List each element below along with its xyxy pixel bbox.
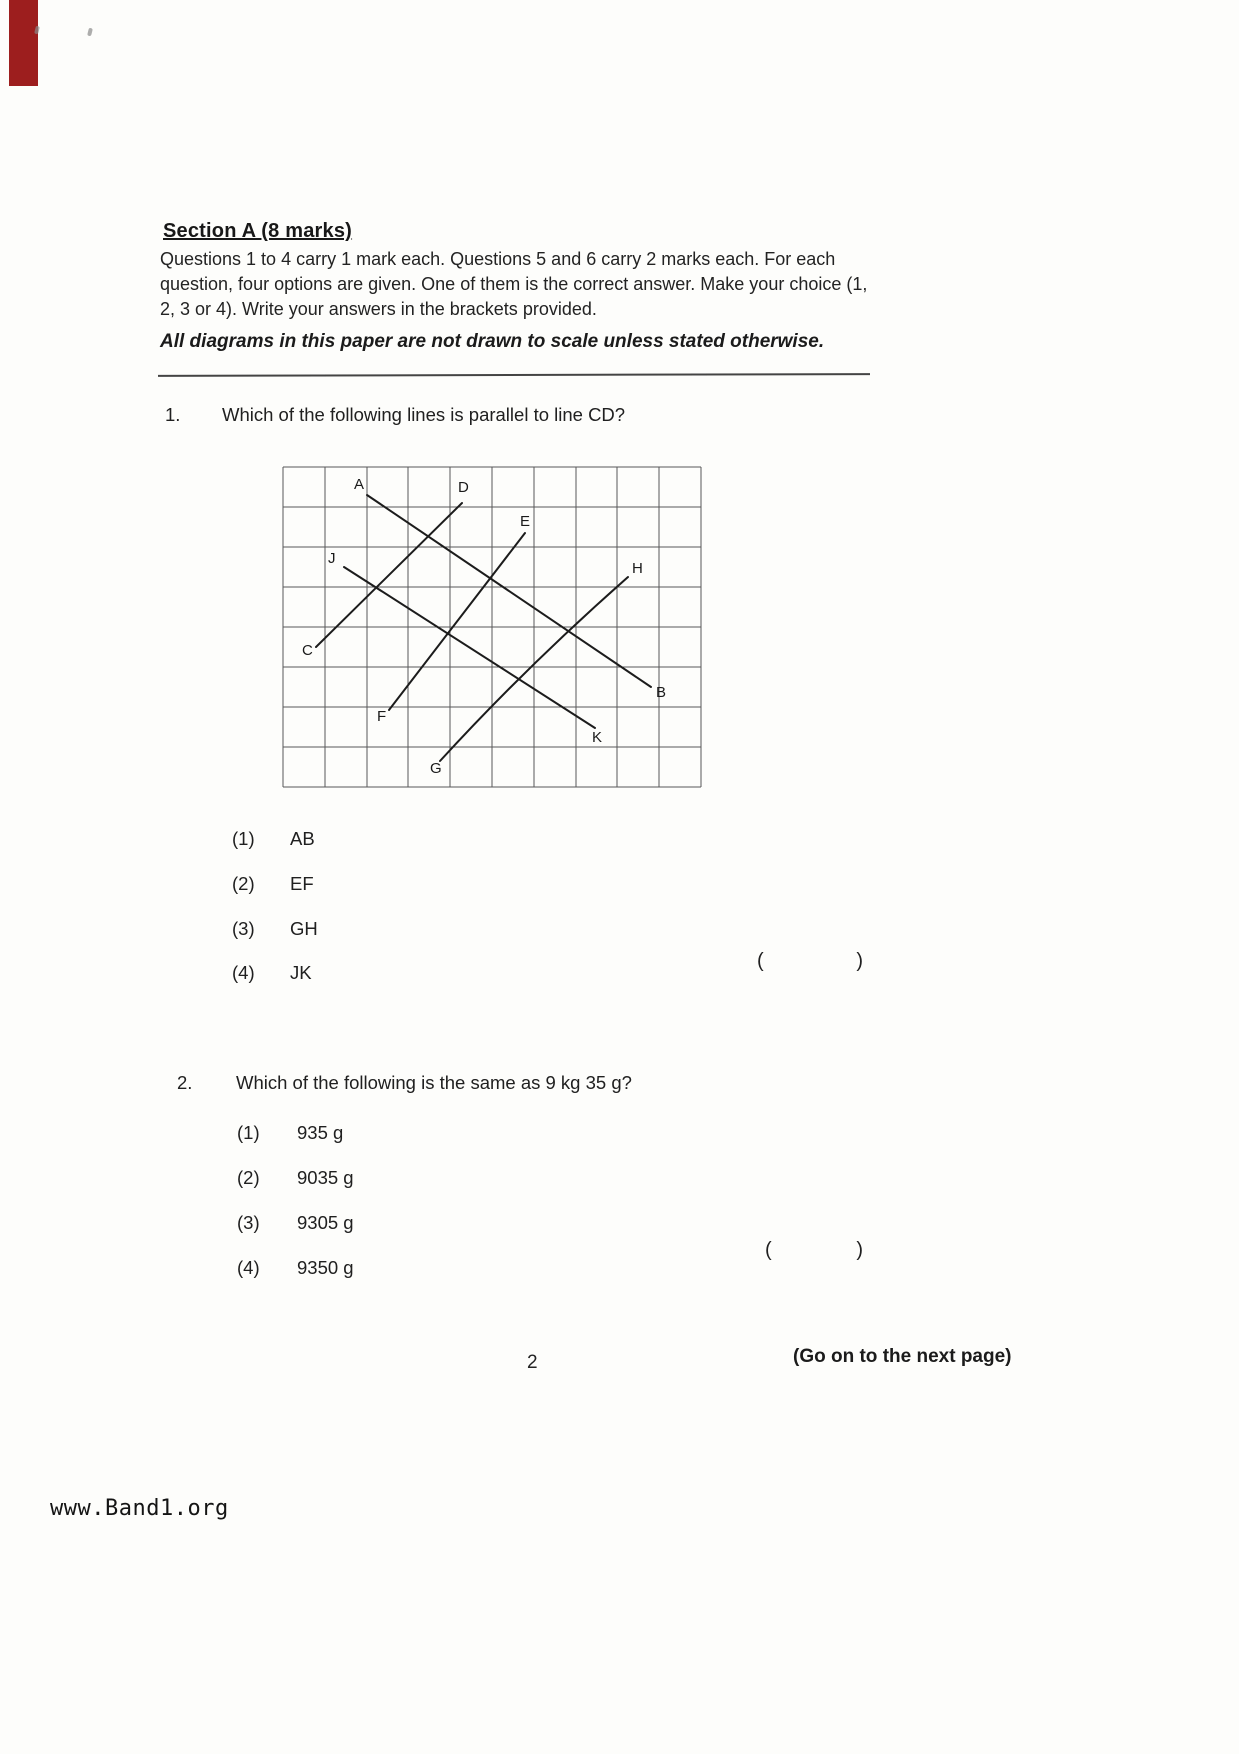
- question-2-header: [177, 1072, 632, 1094]
- option-text: JK: [290, 962, 312, 983]
- section-divider: [158, 373, 870, 377]
- diagram-svg: [282, 465, 704, 791]
- label-E: E: [520, 513, 531, 530]
- scan-speck: [34, 26, 40, 35]
- label-F: F: [377, 708, 387, 725]
- continuation-note: (Go on to the next page): [793, 1346, 1012, 1367]
- label-J: J: [328, 550, 336, 567]
- option-row: [237, 1167, 354, 1189]
- answer-bracket: [757, 950, 863, 973]
- option-label: (2): [232, 873, 255, 894]
- option-row: [232, 873, 314, 895]
- option-row: [237, 1212, 354, 1234]
- bracket-open: (: [757, 950, 764, 972]
- answer-bracket: [765, 1239, 863, 1262]
- option-text: 9035 g: [297, 1167, 354, 1188]
- section-instructions: Questions 1 to 4 carry 1 mark each. Questions 5 and 6 carry 2 marks each. For each question, four options are given. One of them is the correct answer. Make your choice (1, 2, 3 or 4). Write your answers in the brackets provided.: [160, 249, 868, 319]
- option-text: 9305 g: [297, 1212, 354, 1233]
- question-number: 1.: [165, 404, 181, 425]
- question-number: 2.: [177, 1072, 193, 1093]
- line-EF: [389, 533, 525, 710]
- question-text: Which of the following is the same as 9 kg 35 g?: [236, 1072, 632, 1093]
- label-A: A: [354, 476, 365, 493]
- option-row: [237, 1122, 343, 1144]
- option-text: EF: [290, 873, 314, 894]
- scan-artifact-red-mark: [9, 0, 38, 86]
- option-row: [232, 962, 312, 984]
- watermark: www.Band1.org: [50, 1496, 229, 1521]
- grid-diagram: [282, 465, 704, 791]
- option-label: (4): [237, 1257, 260, 1278]
- option-label: (4): [232, 962, 255, 983]
- section-title: Section A (8 marks): [163, 220, 353, 242]
- question-1-header: [165, 404, 625, 426]
- label-G: G: [430, 760, 442, 777]
- line-AB: [367, 495, 651, 687]
- label-H: H: [632, 560, 643, 577]
- line-CD: [316, 503, 462, 647]
- option-row: [237, 1257, 354, 1279]
- page-number: 2: [527, 1352, 538, 1373]
- scale-note: All diagrams in this paper are not drawn to scale unless stated otherwise.: [160, 331, 825, 352]
- label-D: D: [458, 479, 469, 496]
- label-B: B: [656, 684, 667, 701]
- diagram-grid: [283, 467, 701, 787]
- option-text: 935 g: [297, 1122, 344, 1143]
- line-JK: [344, 567, 595, 728]
- option-row: [232, 828, 315, 850]
- bracket-close: ): [856, 1239, 863, 1261]
- option-label: (1): [237, 1122, 260, 1143]
- scan-speck: [87, 28, 93, 37]
- label-K: K: [592, 729, 603, 746]
- option-text: AB: [290, 828, 315, 849]
- bracket-close: ): [856, 950, 863, 972]
- option-label: (3): [232, 918, 255, 939]
- bracket-open: (: [765, 1239, 772, 1261]
- option-label: (3): [237, 1212, 260, 1233]
- option-label: (2): [237, 1167, 260, 1188]
- question-text: Which of the following lines is parallel to line CD?: [222, 404, 626, 425]
- option-text: 9350 g: [297, 1257, 354, 1278]
- option-row: [232, 918, 318, 940]
- option-label: (1): [232, 828, 255, 849]
- label-C: C: [302, 642, 313, 659]
- option-text: GH: [290, 918, 318, 939]
